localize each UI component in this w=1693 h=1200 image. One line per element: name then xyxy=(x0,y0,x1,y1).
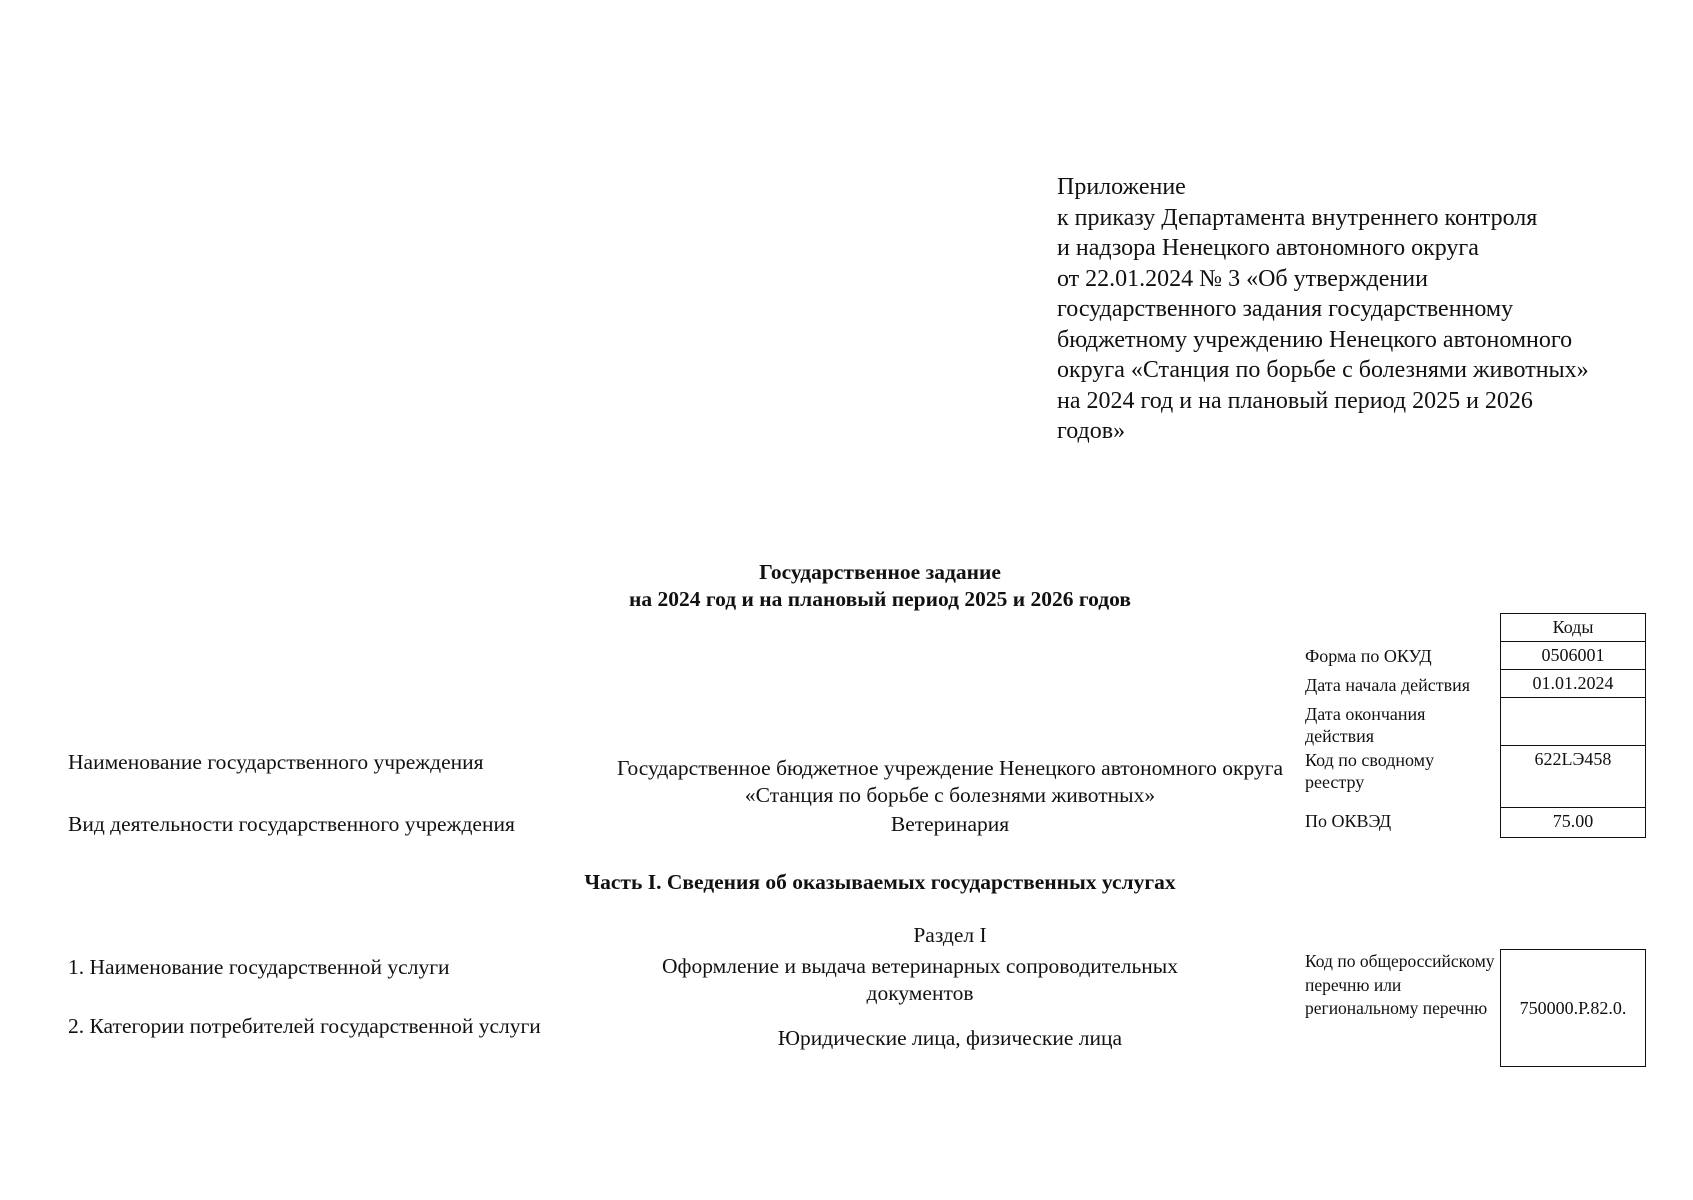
registry-code-label: Код по общероссийскому перечню или региональному перечню xyxy=(1305,951,1495,1018)
appendix-line: государственного задания государственному xyxy=(1057,296,1514,322)
appendix-block xyxy=(1057,172,1657,447)
registry-value: 622LЭ458 xyxy=(1500,745,1646,809)
activity-value: Ветеринария xyxy=(890,812,1010,836)
activity-label: Вид деятельности государственного учреждения xyxy=(68,812,515,836)
appendix-line: на 2024 год и на плановый период 2025 и 2026 xyxy=(1057,387,1533,414)
document-subtitle: на 2024 год и на плановый период 2025 и 2026 годов xyxy=(629,587,1131,611)
end-date-label: Дата окончания действия xyxy=(1305,704,1426,746)
okved-label: По ОКВЭД xyxy=(1305,811,1392,831)
institution-name-value: Государственное бюджетное учреждение Ненецкого автономного округа «Станция по борьбе с болезнями животных» xyxy=(616,756,1284,807)
start-date-value: 01.01.2024 xyxy=(1500,669,1646,699)
codes-header: Коды xyxy=(1500,613,1646,643)
registry-label: Код по сводному реестру xyxy=(1305,750,1435,792)
document-title: Государственное задание xyxy=(759,560,1001,584)
service-name-label: 1. Наименование государственной услуги xyxy=(68,955,450,979)
section-label: Раздел I xyxy=(913,923,987,947)
appendix-line: к приказу Департамента внутреннего контроля xyxy=(1057,204,1538,231)
appendix-line: от 22.01.2024 № 3 «Об утверждении xyxy=(1057,265,1428,292)
part-heading: Часть I. Сведения об оказываемых государственных услугах xyxy=(584,870,1176,894)
appendix-line: и надзора Ненецкого автономного округа xyxy=(1057,235,1479,261)
appendix-line: годов» xyxy=(1057,418,1126,444)
okud-value: 0506001 xyxy=(1500,641,1646,671)
registry-code-value: 750000.Р.82.0. xyxy=(1500,949,1646,1067)
consumers-value: Юридические лица, физические лица xyxy=(777,1026,1123,1050)
start-date-label: Дата начала действия xyxy=(1305,675,1470,695)
appendix-line: Приложение xyxy=(1057,174,1186,200)
consumers-label: 2. Категории потребителей государственной услуги xyxy=(68,1014,541,1038)
appendix-line: округа «Станция по борьбе с болезнями животных» xyxy=(1057,357,1589,383)
end-date-value xyxy=(1500,697,1646,747)
okud-label: Форма по ОКУД xyxy=(1305,646,1432,666)
service-name-value: Оформление и выдача ветеринарных сопроводительных документов xyxy=(662,954,1178,1005)
institution-name-label: Наименование государственного учреждения xyxy=(68,750,484,774)
okved-value: 75.00 xyxy=(1500,807,1646,838)
appendix-line: бюджетному учреждению Ненецкого автономного xyxy=(1057,326,1573,353)
